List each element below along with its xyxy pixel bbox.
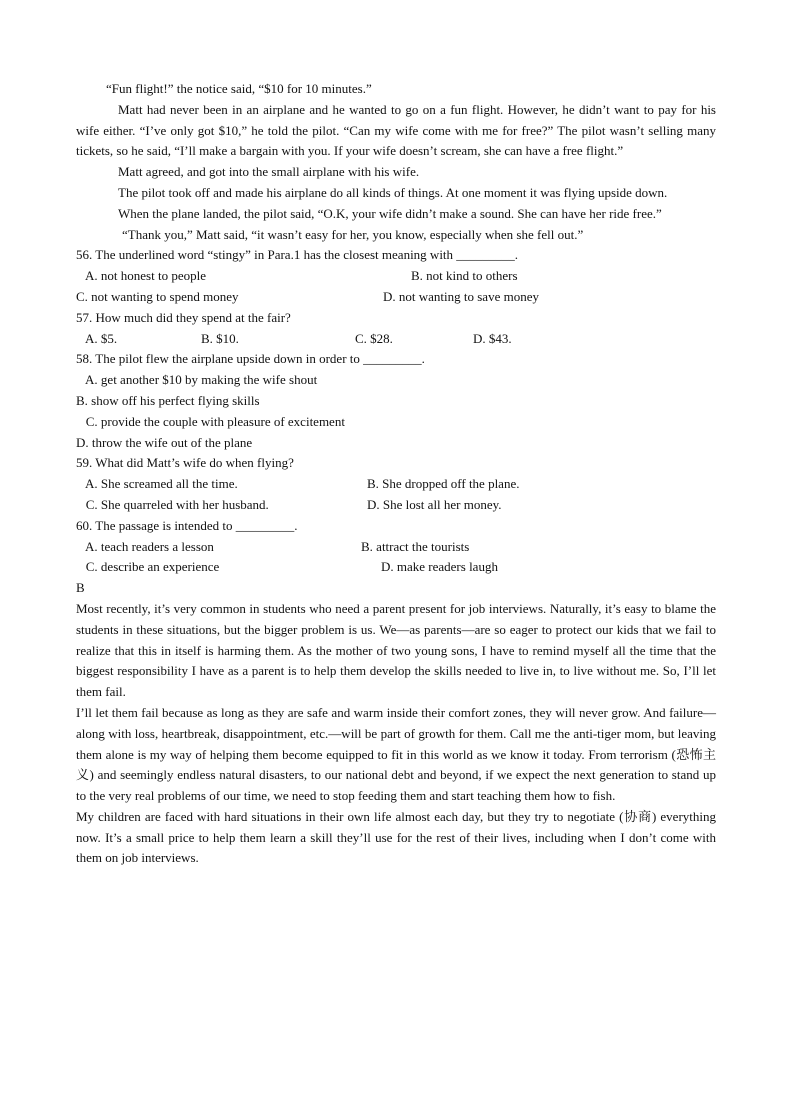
option: D. $43. <box>473 330 512 346</box>
passage-b-paragraph: Most recently, it’s very common in students who need a parent present for job interviews. Naturally, it’s easy to blame the students in these situations, but the bigger problem is us. We—as parents—are so eager to protect our kids that we fail to realize that this in itself is harming them. As the mother of two young sons, I have to remind myself all the time that the biggest responsibility I have as a parent is to help them develop the skills needed to live in, to live without me. So, I’ll let them fail. <box>76 600 716 700</box>
option: A. not honest to people <box>76 268 206 284</box>
option: B. show off his perfect flying skills <box>76 392 260 408</box>
option: C. describe an experience <box>76 559 220 575</box>
passage-a-paragraph: When the plane landed, the pilot said, “O.K, your wife didn’t make a sound. She can have her ride free.” <box>118 205 662 221</box>
passage-a-paragraph: “Fun flight!” the notice said, “$10 for 10 minutes.” <box>106 81 372 96</box>
option-row <box>76 433 716 454</box>
passage-b <box>76 578 716 869</box>
option: C. $28. <box>355 330 393 346</box>
option-row <box>76 266 716 287</box>
option: D. make readers laugh <box>381 559 498 575</box>
option: C. She quarreled with her husband. <box>76 496 269 512</box>
question-stem: 60. The passage is intended to _________. <box>76 517 298 533</box>
section-label: B <box>76 580 85 596</box>
option: D. not wanting to save money <box>383 288 539 304</box>
option-row <box>76 370 716 391</box>
question-block <box>76 245 716 578</box>
question-stem: 58. The pilot flew the airplane upside down in order to _________. <box>76 351 425 367</box>
option-row <box>76 495 716 516</box>
option-row <box>76 557 716 578</box>
option-row <box>76 412 716 433</box>
option-row <box>76 537 716 558</box>
passage-a-paragraph: Matt had never been in an airplane and he wanted to go on a fun flight. However, he didn’t want to pay for his wife either. “I’ve only got $10,” he told the pilot. “Can my wife come with me for free?” The pilot wasn’t selling many tickets, so he said, “I’ll make a bargain with you. If your wife doesn’t scream, she can have a free flight.” <box>76 101 716 159</box>
question-stem: 59. What did Matt’s wife do when flying? <box>76 455 294 471</box>
option: D. throw the wife out of the plane <box>76 434 253 450</box>
option: B. attract the tourists <box>361 538 470 554</box>
option: B. not kind to others <box>411 268 518 284</box>
passage-a <box>76 79 716 245</box>
option-row <box>76 287 716 308</box>
option-row <box>76 474 716 495</box>
question-stem: 57. How much did they spend at the fair? <box>76 309 291 325</box>
option: D. She lost all her money. <box>367 496 502 512</box>
option: C. provide the couple with pleasure of excitement <box>76 413 345 429</box>
passage-a-paragraph: “Thank you,” Matt said, “it wasn’t easy for her, you know, especially when she fell out.” <box>122 226 584 242</box>
passage-a-paragraph: Matt agreed, and got into the small airplane with his wife. <box>118 164 420 180</box>
passage-b-paragraph: I’ll let them fail because as long as they are safe and warm inside their comfort zones, they will never grow. And failure—along with loss, heartbreak, disappointment, etc.—will be part of growth for them. Call me the anti-tiger mom, but leaving them alone is my way of helping them become equipped to fit in this world as we know it today. From terrorism (恐怖主义) and seemingly endless natural disasters, to our national debt and beyond, if we expect the next generation to stand up to the very real problems of our time, we need to stop feeding them and start teaching them how to fish. <box>76 704 716 804</box>
option: A. get another $10 by making the wife shout <box>76 372 318 388</box>
passage-b-paragraph: My children are faced with hard situations in their own life almost each day, but they try to negotiate (协商) everything now. It’s a small price to help them learn a skill they’ll use for the rest of their lives, including when I don’t come with them on job interviews. <box>76 808 716 866</box>
option: A. teach readers a lesson <box>76 538 214 554</box>
option: A. She screamed all the time. <box>76 476 238 492</box>
exam-page <box>76 79 716 869</box>
passage-a-paragraph: The pilot took off and made his airplane do all kinds of things. At one moment it was flying upside down. <box>118 184 668 200</box>
question-stem: 56. The underlined word “stingy” in Para.1 has the closest meaning with _________. <box>76 247 519 263</box>
option: B. $10. <box>201 330 239 346</box>
option-row <box>76 329 716 350</box>
option: B. She dropped off the plane. <box>367 476 520 492</box>
option: A. $5. <box>76 330 118 346</box>
option: C. not wanting to spend money <box>76 288 239 304</box>
option-row <box>76 391 716 412</box>
